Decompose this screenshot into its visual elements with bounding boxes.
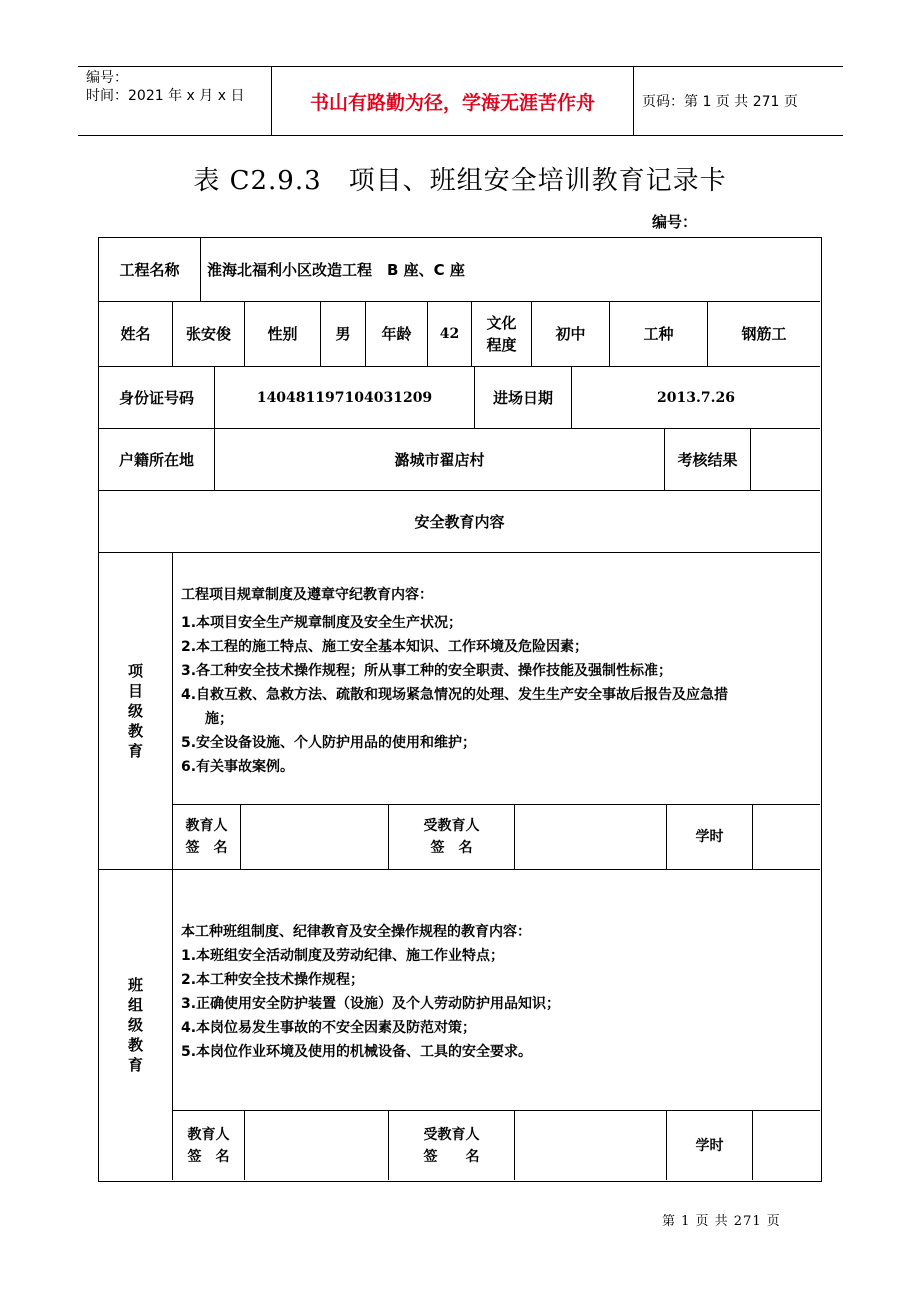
project-content-intro: 工程项目规章制度及遵章守纪教育内容：: [181, 587, 433, 603]
team-level-label: [99, 870, 173, 1180]
assessment-value: [751, 429, 820, 490]
assessment-label: 考核结果: [665, 429, 751, 490]
educator-label-line-2: 签 名: [187, 1148, 230, 1165]
header-time: 时间：2021 年 x 月 x 日: [86, 88, 245, 104]
project-hours-value[interactable]: [753, 805, 820, 869]
trainee-label-line-2: 签 名: [423, 1148, 480, 1165]
id-value: 140481197104031209: [215, 367, 475, 428]
gender-label: 性别: [245, 302, 321, 366]
trade-label: 工种: [610, 302, 708, 366]
project-label-char: 教: [127, 722, 143, 740]
team-content-intro: 本工种班组制度、纪律教育及安全操作规程的教育内容：: [181, 924, 531, 940]
team-label-char: 级: [127, 1016, 143, 1034]
educator-label-line-1: 教育人: [185, 818, 228, 834]
header-page-info: 页码：第 1 页 共 271 页: [642, 94, 798, 110]
educator-label-line-2: 签 名: [185, 840, 228, 856]
team-content-item: 4.本岗位易发生事故的不安全因素及防范对策；: [181, 1020, 477, 1036]
page-footer: 第 1 页 共 271 页: [662, 1214, 781, 1229]
team-hours-label: 学时: [667, 1111, 753, 1180]
project-content-item: 1.本项目安全生产规章制度及安全生产状况；: [181, 615, 463, 631]
team-level-section: [99, 870, 820, 1180]
id-label: 身份证号码: [99, 367, 215, 428]
project-hours-label: 学时: [667, 805, 753, 869]
row-project: [99, 238, 820, 302]
trade-value: 钢筋工: [741, 325, 787, 343]
project-content-item: 6.有关事故案例。: [181, 759, 295, 775]
age-value: 42: [428, 302, 472, 366]
row-id: [99, 367, 820, 429]
trainee-label-line-1: 受教育人: [423, 818, 480, 834]
row-residence: [99, 429, 820, 491]
education-label-line-2: 程度: [486, 336, 517, 354]
educator-label-line-1: 教育人: [187, 1126, 230, 1143]
project-name-value: 淮海北福利小区改造工程 B 座、C 座: [207, 260, 465, 279]
project-content-item: 5.安全设备设施、个人防护用品的使用和维护；: [181, 735, 477, 751]
gender-value: 男: [321, 302, 366, 366]
project-trainee-signature[interactable]: [515, 805, 667, 869]
training-record-form: [98, 237, 822, 1182]
team-label-char: 班: [127, 976, 143, 994]
team-trainee-signature[interactable]: [515, 1111, 667, 1180]
team-label-char: 教: [127, 1036, 143, 1054]
project-level-content: [173, 583, 820, 779]
education-label-line-1: 文化: [486, 314, 517, 332]
header-motto: 书山有路勤为径，学海无涯苦作舟: [272, 67, 634, 135]
document-number-label: 编号：: [652, 213, 698, 231]
residence-label: 户籍所在地: [99, 429, 215, 490]
team-signature-row: [173, 1110, 820, 1180]
team-label-char: 组: [127, 996, 143, 1014]
team-content-item: 5.本岗位作业环境及使用的机械设备、工具的安全要求。: [181, 1044, 533, 1060]
name-value: 张安俊: [173, 302, 245, 366]
trainee-label-line-1: 受教育人: [423, 1126, 480, 1143]
project-content-item: 4.自救互救、急救方法、疏散和现场紧急情况的处理、发生生产安全事故后报告及应急措: [181, 687, 729, 703]
team-content-item: 1.本班组安全活动制度及劳动纪律、施工作业特点；: [181, 948, 505, 964]
project-educator-signature[interactable]: [241, 805, 389, 869]
row-section-header: [99, 491, 820, 553]
project-content-item: 2.本工程的施工特点、施工安全基本知识、工作环境及危险因素；: [181, 639, 589, 655]
team-hours-value[interactable]: [753, 1111, 820, 1180]
team-educator-signature[interactable]: [245, 1111, 389, 1180]
project-label-char: 目: [127, 682, 143, 700]
trainee-label-line-2: 签 名: [430, 840, 473, 856]
project-trainee-label: [389, 805, 515, 869]
row-personal: [99, 302, 820, 367]
entry-date-value: 2013.7.26: [657, 389, 735, 406]
safety-content-header: 安全教育内容: [414, 512, 505, 531]
project-label-char: 级: [127, 702, 143, 720]
team-level-content: [173, 920, 820, 1064]
page-header: [78, 66, 843, 136]
project-content-item: 3.各工种安全技术操作规程；所从事工种的安全职责、操作技能及强制性标准；: [181, 663, 673, 679]
header-meta: [78, 67, 272, 135]
project-label-char: 项: [127, 662, 143, 680]
project-level-label: [99, 553, 173, 869]
team-educator-label: [173, 1111, 245, 1180]
education-value: 初中: [532, 302, 610, 366]
team-trainee-label: [389, 1111, 515, 1180]
project-level-section: [99, 553, 820, 870]
project-name-label: 工程名称: [99, 238, 201, 301]
team-label-char: 育: [127, 1056, 143, 1074]
name-label: 姓名: [99, 302, 173, 366]
header-number-label: 编号：: [86, 70, 128, 86]
residence-value: 潞城市翟店村: [215, 429, 665, 490]
project-label-char: 育: [127, 742, 143, 760]
education-label: [472, 302, 532, 366]
age-label: 年龄: [366, 302, 428, 366]
document-title: 表 C2.9.3 项目、班组安全培训教育记录卡: [193, 166, 727, 196]
project-signature-row: [173, 804, 820, 869]
entry-date-label: 进场日期: [475, 367, 572, 428]
project-educator-label: [173, 805, 241, 869]
team-content-item: 3.正确使用安全防护装置（设施）及个人劳动防护用品知识；: [181, 996, 561, 1012]
project-content-item: 施；: [205, 711, 233, 727]
team-content-item: 2.本工种安全技术操作规程；: [181, 972, 365, 988]
